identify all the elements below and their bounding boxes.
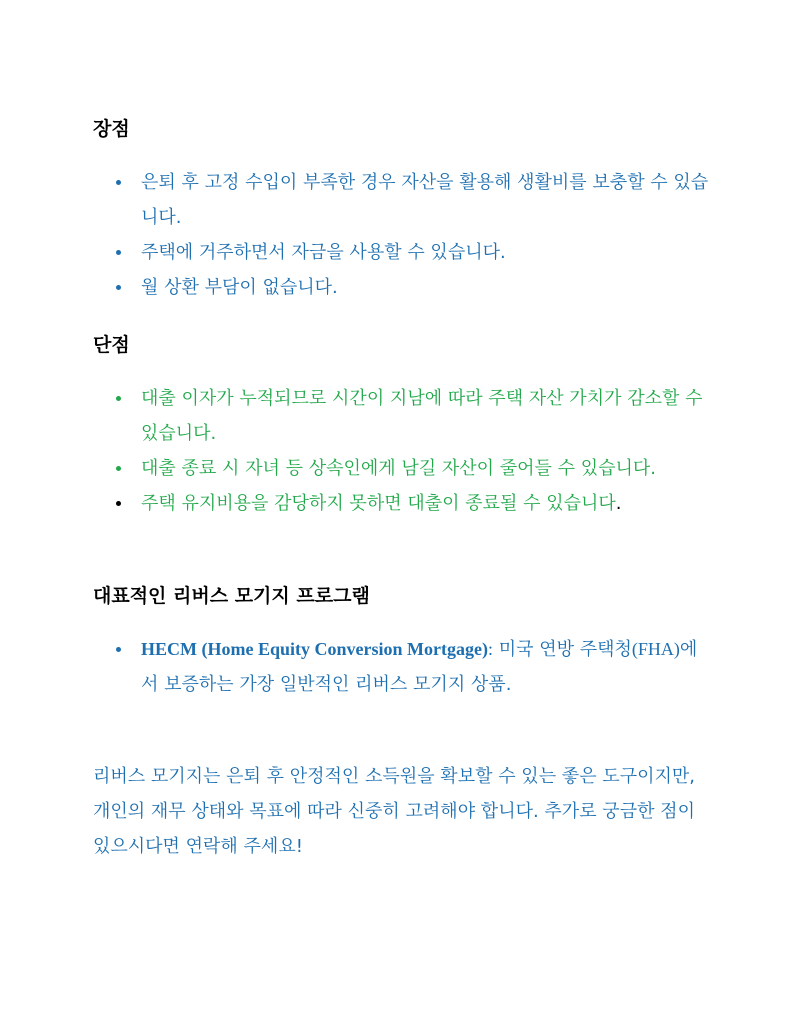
pros-item-text: 주택에 거주하면서 자금을 사용할 수 있습니다. <box>141 242 506 263</box>
cons-item-text: 주택 유지비용을 감당하지 못하면 대출이 종료될 수 있습니다 <box>141 493 616 514</box>
program-desc-part1: 미국 연방 주택청 <box>492 639 632 660</box>
list-item <box>0 451 711 486</box>
pros-item-text: 월 상환 부담이 없습니다. <box>141 277 338 298</box>
program-name: HECM (Home Equity Conversion Mortgage) <box>141 639 488 659</box>
list-item <box>0 270 711 305</box>
list-item <box>0 632 711 702</box>
cons-item-end: . <box>615 493 622 514</box>
pros-list <box>0 165 791 305</box>
programs-list <box>0 632 791 702</box>
cons-heading: 단점 <box>93 334 130 356</box>
list-item <box>0 381 711 451</box>
list-item <box>0 165 711 235</box>
cons-list <box>0 381 791 521</box>
bullet-icon <box>116 466 121 471</box>
bullet-icon <box>116 647 121 652</box>
pros-item-text: 은퇴 후 고정 수입이 부족한 경우 자산을 활용해 생활비를 보충할 수 있습니다. <box>141 172 709 228</box>
program-desc-part2: (FHA) <box>631 639 680 659</box>
bullet-icon <box>116 285 121 290</box>
list-item <box>0 235 711 270</box>
pros-heading: 장점 <box>93 118 130 140</box>
program-desc-part3: 에서 보증하는 가장 일반적인 리버스 모기지 상품. <box>141 639 698 695</box>
bullet-icon <box>116 501 121 506</box>
closing-paragraph: 리버스 모기지는 은퇴 후 안정적인 소득원을 확보할 수 있는 좋은 도구이지만, 개인의 재무 상태와 목표에 따라 신중히 고려해야 합니다. 추가로 궁금한 점이 있으시다면 연락해 주세요! <box>93 766 695 857</box>
cons-item-text: 대출 종료 시 자녀 등 상속인에게 남길 자산이 줄어들 수 있습니다. <box>141 458 657 479</box>
bullet-icon <box>116 250 121 255</box>
programs-heading: 대표적인 리버스 모기지 프로그램 <box>93 585 370 607</box>
cons-item-text: 대출 이자가 누적되므로 시간이 지남에 따라 주택 자산 가치가 감소할 수 있습니다. <box>141 388 703 444</box>
program-colon: : <box>487 639 493 659</box>
bullet-icon <box>116 180 121 185</box>
bullet-icon <box>116 396 121 401</box>
list-item <box>0 486 711 521</box>
